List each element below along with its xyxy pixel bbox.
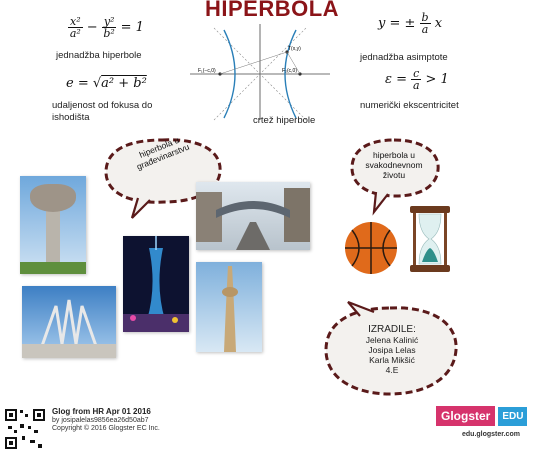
hyperbola-diagram: [186, 22, 334, 122]
glogster-url[interactable]: edu.glogster.com: [462, 431, 520, 438]
author-name: Karla Mikšić: [369, 355, 415, 365]
glog-author: by josipalelas9856ea26d50ab7: [52, 417, 149, 424]
canton-tower-photo: [123, 236, 189, 332]
author-name: Jelena Kalinić: [365, 335, 419, 345]
eccentricity-equation: ε = $\frac{c}{a}$ > 1: [385, 67, 449, 92]
diagram-caption: crtež hiperbole: [253, 115, 316, 126]
focus-equation: e = √a² + b²: [66, 76, 147, 91]
authors-title: IZRADILE:: [368, 324, 416, 335]
glog-title: Glog from HR Apr 01 2016: [52, 407, 151, 416]
authors-block: [346, 324, 438, 375]
point-label: T(x,y): [288, 46, 301, 52]
glog-info: [52, 407, 160, 433]
edu-badge: EDU: [498, 407, 527, 426]
author-name: Josipa Lelas: [368, 345, 416, 355]
focus-left-label: F₁(−c,0): [198, 68, 216, 74]
copyright: Copyright © 2016 Glogster EC Inc.: [52, 425, 160, 432]
basketball-photo: [342, 220, 400, 276]
hyperbola-equation-label: jednadžba hiperbole: [56, 50, 142, 61]
bubble-everyday-text: hiperbola u svakodnevnom životu: [365, 150, 423, 180]
bubble-architecture-text: hiperbola u građevinarstvu: [135, 134, 191, 172]
asymptote-label: jednadžba asimptote: [360, 52, 448, 63]
aspire-tower-photo: [196, 262, 262, 352]
water-tower-photo: [20, 176, 86, 274]
brand-name: Glogster: [436, 406, 495, 426]
page-title: HIPERBOLA: [205, 0, 340, 21]
glogster-logo[interactable]: [436, 406, 527, 426]
street-skywalk-photo: [196, 182, 310, 250]
focus-distance-label: udaljenost od fokusa do ishodišta: [52, 100, 153, 123]
cathedral-photo: [22, 286, 116, 358]
qr-code: [4, 408, 46, 450]
asymptote-equation: y = ± $\frac{b}{a}$ x: [378, 11, 443, 36]
eccentricity-label: numerički ekscentricitet: [360, 100, 459, 111]
focus-right-label: F₂(c,0): [282, 68, 297, 74]
hourglass-photo: [408, 204, 452, 274]
hyperbola-equation: $\frac{\text{x²}}{\text{a²}}$ − $\frac{\text{y²}}{\text{b²}}$ = 1: [69, 15, 144, 40]
author-class: 4.E: [385, 365, 399, 375]
